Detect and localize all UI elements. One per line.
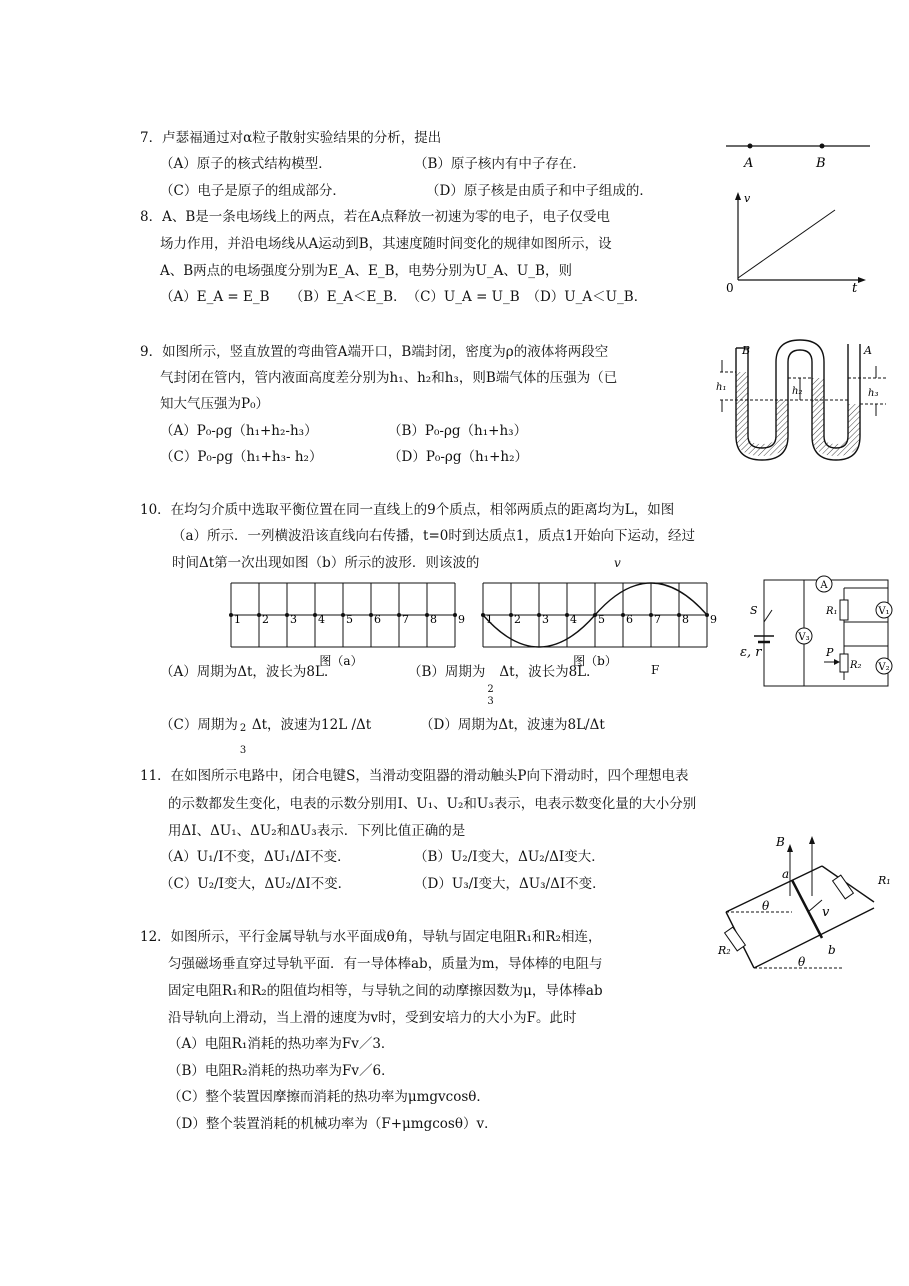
q12-line2: 匀强磁场垂直穿过导轨平面．有一导体棒ab，质量为m，导体棒的电阻与 [168, 956, 603, 972]
particle-number: 5 [346, 613, 353, 626]
particle-dot [369, 613, 373, 617]
q10-option-b: （B）周期为 2 3 Δt，波长为8L． [408, 664, 600, 680]
q12-option-b: （B）电阻R₂消耗的热功率为Fv／6． [168, 1063, 395, 1079]
point-b-dot [820, 144, 825, 149]
q8-line1: 8．A、B是一条电场线上的两点，若在A点释放一初速为零的电子，电子仅受电 [140, 209, 611, 225]
particle-dot [341, 613, 345, 617]
particle-dot [453, 613, 457, 617]
q12-option-a: （A）电阻R₁消耗的热功率为Fv／3． [168, 1036, 395, 1052]
particle-number: 7 [402, 613, 409, 626]
axis-t-label: t [852, 281, 858, 296]
q12-option-c: （C）整个装置因摩擦而消耗的热功率为μmgvcosθ． [168, 1089, 490, 1105]
q10-option-c: （C）周期为 2 3 Δt，波速为12L /Δt [160, 717, 371, 733]
particle-number: 9 [710, 613, 717, 626]
q8-options: （A）E_A = E_B （B）E_A＜E_B． （C）U_A = U_B （D）U_A＜U_B． [160, 289, 648, 305]
q12-option-d: （D）整个装置消耗的机械功率为（F+μmgcosθ）v． [168, 1116, 498, 1132]
q10-line3: 时间Δt第一次出现如图（b）所示的波形．则该波的 [172, 555, 480, 571]
velocity-label: v [822, 905, 830, 920]
particle-dot [313, 613, 317, 617]
q9-line1: 9．如图所示，竖直放置的弯曲管A端开口，B端封闭，密度为ρ的液体将两段空 [140, 344, 609, 360]
q7-option-c: （C）电子是原子的组成部分． [160, 183, 346, 199]
q9-line3: 知大气压强为P₀） [160, 396, 269, 412]
q8-line3: A、B两点的电场强度分别为E_A、E_B，电势分别为U_A、U_B，则 [160, 263, 572, 279]
q7-option-a: （A）原子的核式结构模型． [160, 156, 332, 172]
q8-line2: 场力作用，并沿电场线从A运动到B，其速度随时间变化的规律如图所示，设 [160, 236, 612, 252]
particle-dot [229, 613, 233, 617]
particle-dot [677, 613, 681, 617]
point-a-dot [748, 144, 753, 149]
voltmeter-v2-label: V₂ [878, 662, 890, 673]
r2-label: R₂ [850, 660, 862, 671]
figure-b-grid [481, 583, 717, 647]
particle-number: 8 [430, 613, 437, 626]
rod-end-b-label: b [828, 943, 836, 957]
figure-a-grid [229, 583, 465, 647]
q10-option-d: （D）周期为Δt，波速为8L/Δt [420, 717, 605, 733]
q11-line1: 11．在如图所示电路中，闭合电键S，当滑动变阻器的滑动触头P向下滑动时，四个理想电表 [140, 768, 689, 784]
q10-b-frac-num: 2 [487, 684, 494, 695]
emf-label: ε, r [740, 645, 762, 660]
particle-number: 2 [262, 613, 269, 626]
particle-number: 5 [598, 613, 605, 626]
q9-option-d: （D）P₀-ρg（h₁+h₂） [388, 449, 528, 465]
q11-option-c: （C）U₂/I变大，ΔU₂/ΔI不变． [160, 876, 352, 892]
q12-line1: 12．如图所示，平行金属导轨与水平面成θ角，导轨与固定电阻R₁和R₂相连， [140, 929, 602, 945]
stray-mark: F [651, 663, 660, 677]
tube-end-b-label: B [742, 344, 751, 357]
q10-wave-figures [225, 573, 725, 673]
particle-dot [621, 613, 625, 617]
q10-b-frac-den: 3 [487, 696, 494, 707]
particle-number: 7 [654, 613, 661, 626]
q11-option-b: （B）U₂/I变大，ΔU₂/ΔI变大． [414, 849, 605, 865]
r1-label: R₁ [826, 606, 838, 617]
q9-u-tube-figure [706, 338, 896, 468]
point-a-label: A [744, 156, 754, 171]
rail-r1-label: R₁ [878, 874, 891, 887]
particle-number: 6 [626, 613, 633, 626]
particle-number: 8 [682, 613, 689, 626]
q12-line4: 沿导轨向上滑动，当上滑的速度为v时，受到安培力的大小为F。此时 [168, 1010, 577, 1026]
q12-rail-figure [712, 826, 892, 976]
particle-dot [565, 613, 569, 617]
slider-p-label: P [826, 646, 834, 659]
h1-label: h₁ [716, 382, 727, 393]
rod-end-a-label: a [782, 867, 790, 881]
origin-label: 0 [726, 281, 734, 295]
field-b-label: B [776, 835, 785, 849]
q10-c-frac-num: 2 [239, 723, 247, 734]
particle-number: 4 [570, 613, 577, 626]
q10-line1: 10．在均匀介质中选取平衡位置在同一直线上的9个质点，相邻两质点的距离均为L，如图 [140, 502, 675, 518]
q10-c-frac-den: 3 [239, 745, 247, 756]
conductor-ab [792, 880, 822, 938]
particle-dot [509, 613, 513, 617]
particle-dot [397, 613, 401, 617]
q11-line3: 用ΔI、ΔU₁、ΔU₂和ΔU₃表示．下列比值正确的是 [168, 823, 466, 839]
voltmeter-v1-label: V₁ [878, 606, 890, 617]
particle-dot [257, 613, 261, 617]
theta-upper-label: θ [762, 899, 770, 913]
q7-option-d: （D）原子核是由质子和中子组成的． [426, 183, 653, 199]
particle-number: 9 [458, 613, 465, 626]
q7-option-b: （B）原子核内有中子存在． [414, 156, 586, 172]
q12-line3: 固定电阻R₁和R₂的阻值均相等，与导轨之间的动摩擦因数为μ，导体棒ab [168, 983, 603, 999]
q9-option-c: （C）P₀-ρg（h₁+h₃- h₂） [160, 449, 323, 465]
tube-end-a-label: A [864, 344, 872, 357]
h2-label: h₂ [792, 386, 803, 397]
q8-vt-graph [720, 188, 870, 298]
q7-stem: 7．卢瑟福通过对α粒子散射实验结果的分析，提出 [140, 130, 442, 146]
point-b-label: B [816, 156, 826, 171]
particle-dot [285, 613, 289, 617]
particle-number: 1 [234, 613, 241, 626]
particle-dot [649, 613, 653, 617]
particle-number: 3 [290, 613, 297, 626]
q7-field-line-figure [720, 136, 880, 176]
voltmeter-v3-label: V₃ [798, 632, 810, 643]
particle-dot [425, 613, 429, 617]
figure-a-caption: 图（a） [319, 654, 363, 668]
q10-line2: （a）所示．一列横波沿该直线向右传播，t=0时到达质点1，质点1开始向下运动，经过 [172, 528, 696, 544]
q11-circuit-figure [740, 570, 900, 695]
particle-number: 4 [318, 613, 325, 626]
particle-number: 3 [542, 613, 549, 626]
switch-label: S [750, 604, 758, 617]
q9-option-a: （A）P₀-ρg（h₁+h₂-h₃） [160, 423, 318, 439]
particle-number: 2 [514, 613, 521, 626]
q11-option-a: （A）U₁/I不变，ΔU₁/ΔI不变． [160, 849, 351, 865]
q11-line2: 的示数都发生变化，电表的示数分别用I、U₁、U₂和U₃表示，电表示数变化量的大小分别 [168, 796, 697, 812]
axis-v-label: v [744, 192, 751, 205]
figure-b-caption: 图（b） [573, 654, 617, 668]
h3-label: h₃ [868, 388, 879, 399]
q9-option-b: （B）P₀-ρg（h₁+h₃） [388, 423, 528, 439]
rail-r2-label: R₂ [718, 944, 731, 957]
particle-number: 6 [374, 613, 381, 626]
wave-velocity-label: v [614, 556, 621, 570]
ammeter-label: A [820, 580, 828, 591]
particle-number: 1 [486, 613, 493, 626]
q11-option-d: （D）U₃/I变大，ΔU₃/ΔI不变． [414, 876, 606, 892]
particle-dot [537, 613, 541, 617]
q9-line2: 气封闭在管内，管内液面高度差分别为h₁、h₂和h₃，则B端气体的压强为（已 [160, 370, 618, 386]
theta-lower-label: θ [798, 955, 806, 969]
q10-option-a: （A）周期为Δt，波长为8L． [160, 664, 338, 680]
